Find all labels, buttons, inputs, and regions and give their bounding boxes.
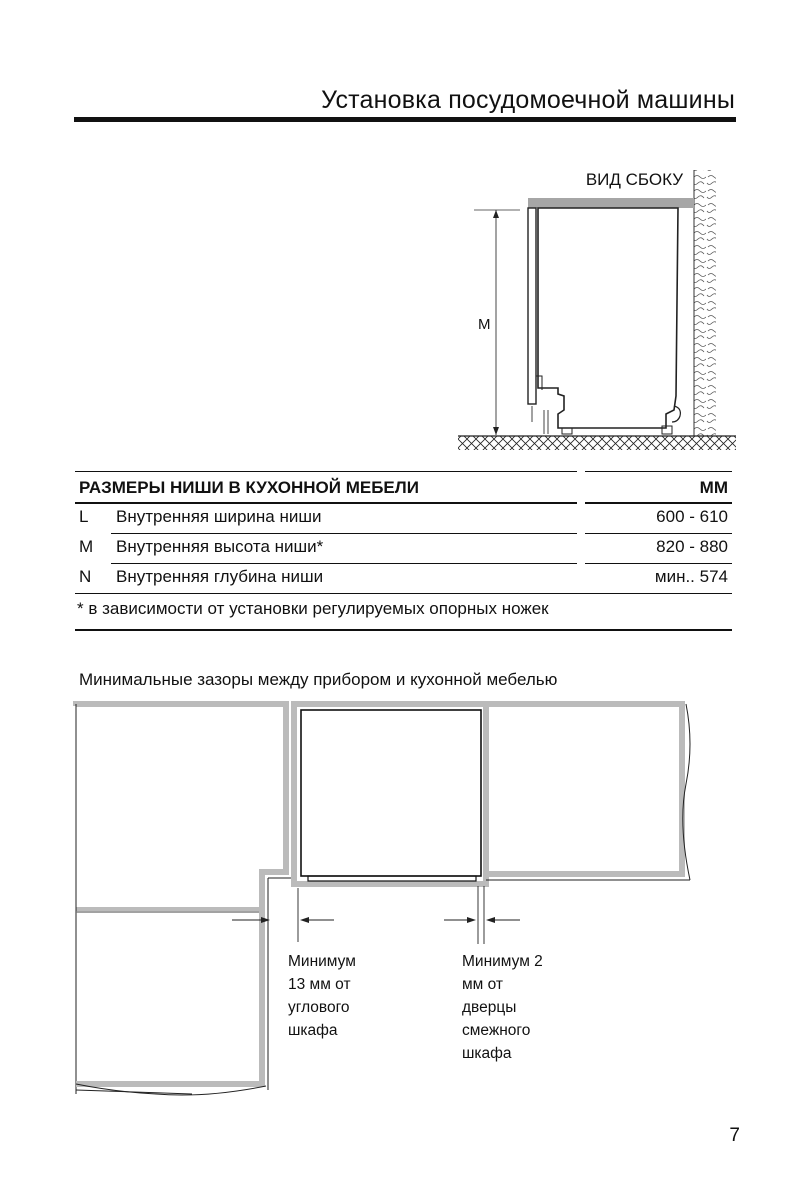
niche-frame: [294, 704, 486, 884]
clearance-note-door: [462, 950, 562, 1065]
note-line: шкафа: [462, 1045, 512, 1062]
page-title: Установка посудомоечной машины: [321, 86, 735, 114]
floor-hatch: [458, 436, 736, 450]
row-letter: M: [79, 537, 94, 556]
note-line: Минимум 2: [462, 953, 543, 970]
clearance-plan-diagram: [72, 698, 712, 1108]
dimension-m-label: M: [478, 316, 491, 333]
note-line: углового: [288, 999, 350, 1016]
note-line: 13 мм от: [288, 976, 351, 993]
niche-dimensions-table: [75, 471, 732, 629]
row-letter: L: [79, 507, 89, 526]
clearance-note-corner: [288, 950, 388, 1042]
dishwasher-box: [301, 710, 481, 876]
table-footnote-row: [75, 593, 732, 629]
table-row: [75, 533, 732, 563]
table-heading: РАЗМЕРЫ НИШИ В КУХОННОЙ МЕБЕЛИ: [79, 478, 419, 497]
note-line: мм от: [462, 976, 503, 993]
side-view-label: ВИД СБОКУ: [585, 170, 683, 189]
adjacent-cabinet: [486, 704, 682, 874]
gaps-caption: Минимальные зазоры между прибором и кухонной мебелью: [79, 670, 558, 689]
dishwasher-outline: [538, 208, 678, 428]
row-description: Внутренняя глубина ниши: [116, 567, 324, 586]
side-view-diagram: [440, 160, 740, 460]
note-line: смежного: [462, 1022, 531, 1039]
table-unit: ММ: [699, 478, 728, 497]
note-line: дверцы: [462, 999, 517, 1016]
note-line: шкафа: [288, 1022, 338, 1039]
page-number: 7: [729, 1125, 740, 1146]
row-value: 820 - 880: [656, 537, 728, 556]
row-value: 600 - 610: [656, 507, 728, 526]
row-letter: N: [79, 567, 92, 586]
row-description: Внутренняя ширина ниши: [116, 507, 322, 526]
title-rule: [74, 117, 736, 122]
table-footnote: * в зависимости от установки регулируемых опорных ножек: [77, 599, 549, 618]
row-description: Внутренняя высота ниши*: [116, 537, 324, 556]
countertop: [528, 198, 694, 208]
row-value: мин.. 574: [654, 567, 728, 586]
corner-cabinet: [76, 704, 286, 910]
table-row: [75, 563, 732, 593]
wall-texture: [694, 170, 716, 436]
table-header-row: [75, 471, 732, 503]
table-row: [75, 503, 732, 533]
note-line: Минимум: [288, 953, 356, 970]
